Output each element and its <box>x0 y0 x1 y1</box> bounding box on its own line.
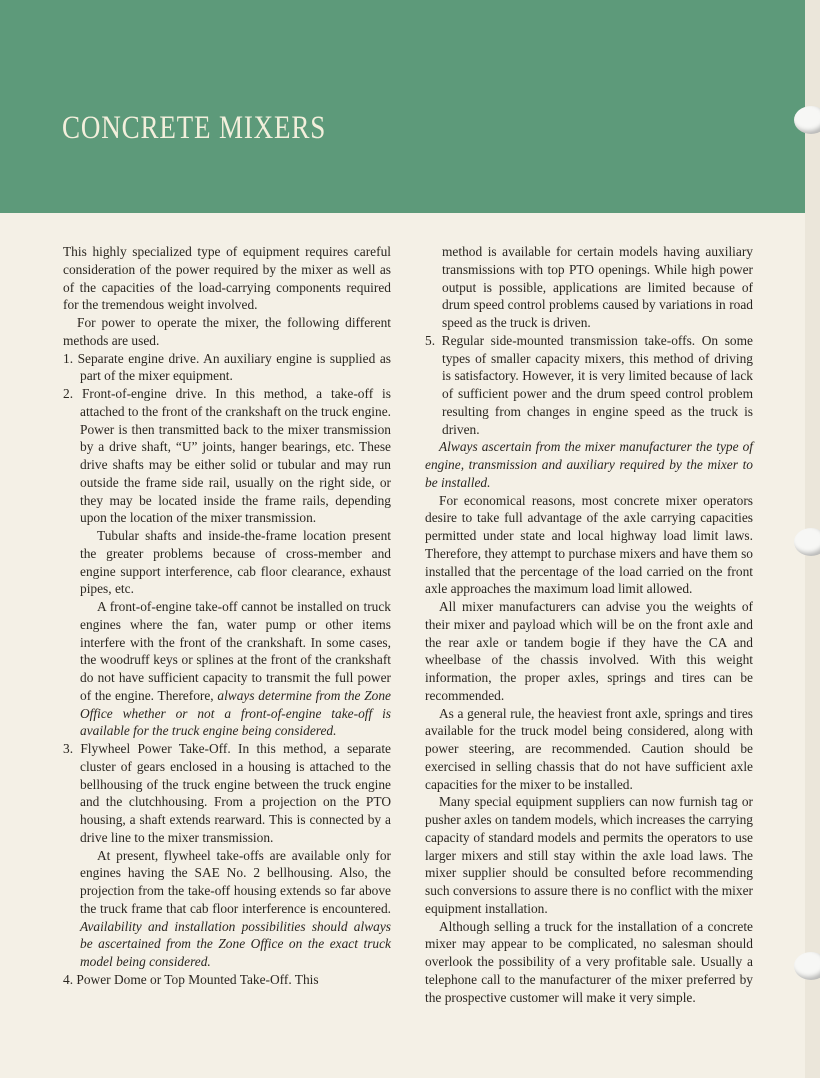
italic-note: Availability and installation possibilities should always be ascertained from the Zone Office on the exact truck model being considered. <box>80 918 391 969</box>
paragraph-text: method is available for certain models having auxiliary transmissions with top PTO openings. While high power output is possible, applications are limited because of drum speed control problems caused by variations in road speed as the truck is driven. <box>442 244 753 330</box>
paragraph-text: All mixer manufacturers can advise you the weights of their mixer and payload which will be on the front axle and the rear axle or tandem bogie if they have the CA and wheelbase of the chassis involved. With this weight information, the proper axles, springs and tires can be recommended. <box>425 599 753 703</box>
paragraph <box>63 598 391 740</box>
paragraph <box>425 243 753 332</box>
italic-note: Always ascertain from the mixer manufacturer the type of engine, transmission and auxiliary required by the mixer to be installed. <box>425 439 753 490</box>
left-column <box>63 243 391 989</box>
paragraph-text: This highly specialized type of equipment requires careful consideration of the power required by the mixer as well as of the capacities of the load-carrying components required for the tremendous weight involved. <box>63 244 391 313</box>
binder-hole <box>794 106 820 134</box>
italic-note: always determine from the Zone Office whether or not a front-of-engine take-off is available for the truck engine being considered. <box>80 687 391 739</box>
paragraph <box>425 438 753 491</box>
paragraph <box>425 793 753 917</box>
paragraph <box>63 971 391 989</box>
binder-hole <box>794 952 820 980</box>
paragraph <box>63 527 391 598</box>
paragraph <box>63 243 391 314</box>
paragraph-text: At present, flywheel take-offs are available only for engines having the SAE No. 2 bellhousing. Also, the projection from the take-off housing extends so far above the truck frame that cab floor interference is encountered. <box>80 847 391 916</box>
binder-hole <box>794 528 820 556</box>
paragraph <box>63 314 391 350</box>
paragraph-text: 3. Flywheel Power Take-Off. In this method, a separate cluster of gears enclosed in a housing is attached to the bellhousing of the truck engine between the truck engine and the clutchhousing. From a projection on the PTO housing, a shaft extends rearward. This is connected by a drive line to the mixer transmission. <box>63 741 391 845</box>
paragraph-text: 5. Regular side-mounted transmission take-offs. On some types of smaller capacity mixers, this method of driving is satisfactory. However, it is very limited because of lack of sufficient power and the drum speed control problem resulting from changes in engine speed as the truck is driven. <box>425 332 753 437</box>
paragraph <box>63 847 391 971</box>
paragraph <box>63 385 391 527</box>
paragraph <box>63 740 391 847</box>
paragraph <box>63 350 391 386</box>
paragraph-text: As a general rule, the heaviest front axle, springs and tires available for the truck model being considered, along with power steering, are recommended. Caution should be exercised in selling chassis that do not have sufficient axle capacities for the mixer to be installed. <box>425 705 753 792</box>
paragraph <box>425 492 753 599</box>
right-column <box>425 243 753 1006</box>
header-banner <box>0 0 805 213</box>
paragraph-text: 2. Front-of-engine drive. In this method, a take-off is attached to the front of the crankshaft on the truck engine. Power is then transmitted back to the mixer transmission by a drive shaft, “U” joints, hanger bearings, etc. These drive shafts may be either solid or tubular and may run outside the frame side rail, usually on the right side, or they may be located inside the frame rails, depending upon the location of the mixer transmission. <box>63 386 391 526</box>
paragraph-text: Tubular shafts and inside-the-frame location present the greater problems because of cross-member and engine support interference, cab floor clearance, exhaust pipes, etc. <box>80 528 391 597</box>
page-title: CONCRETE MIXERS <box>62 110 327 146</box>
paragraph <box>425 332 753 439</box>
paragraph <box>425 598 753 705</box>
paragraph <box>425 705 753 794</box>
paragraph <box>425 918 753 1007</box>
paragraph-text: Although selling a truck for the installation of a concrete mixer may appear to be complicated, no salesman should overlook the possibility of a very profitable sale. Usually a telephone call to the manufacturer of the mixer preferred by the prospective customer will make it very simple. <box>425 918 753 1005</box>
paragraph-text: Many special equipment suppliers can now furnish tag or pusher axles on tandem models, which increases the carrying capacity of standard models and permits the operators to use larger mixers and still stay within the axle load laws. The mixer supplier should be consulted before recommending such conversions to assure there is no conflict with the mixer equipment installation. <box>425 794 753 916</box>
paragraph-text: 1. Separate engine drive. An auxiliary engine is supplied as part of the mixer equipment. <box>63 350 391 384</box>
paragraph-text: For power to operate the mixer, the following different methods are used. <box>63 315 391 348</box>
paragraph-text: 4. Power Dome or Top Mounted Take-Off. This <box>63 971 319 987</box>
paragraph-text: A front-of-engine take-off cannot be installed on truck engines where the fan, water pump or other items interfere with the front of the crankshaft. In some cases, the woodruff keys or splines at the front of the crankshaft do not have sufficient capacity to transmit the full power of the engine. Therefore, <box>80 599 391 703</box>
paragraph-text: For economical reasons, most concrete mixer operators desire to take full advantage of the axle carrying capacities permitted under state and local highway load limit laws. Therefore, they attempt to purchase mixers and have them so installed that the percentage of the load carried on the front axle approaches the maximum load limit allowed. <box>425 492 753 597</box>
